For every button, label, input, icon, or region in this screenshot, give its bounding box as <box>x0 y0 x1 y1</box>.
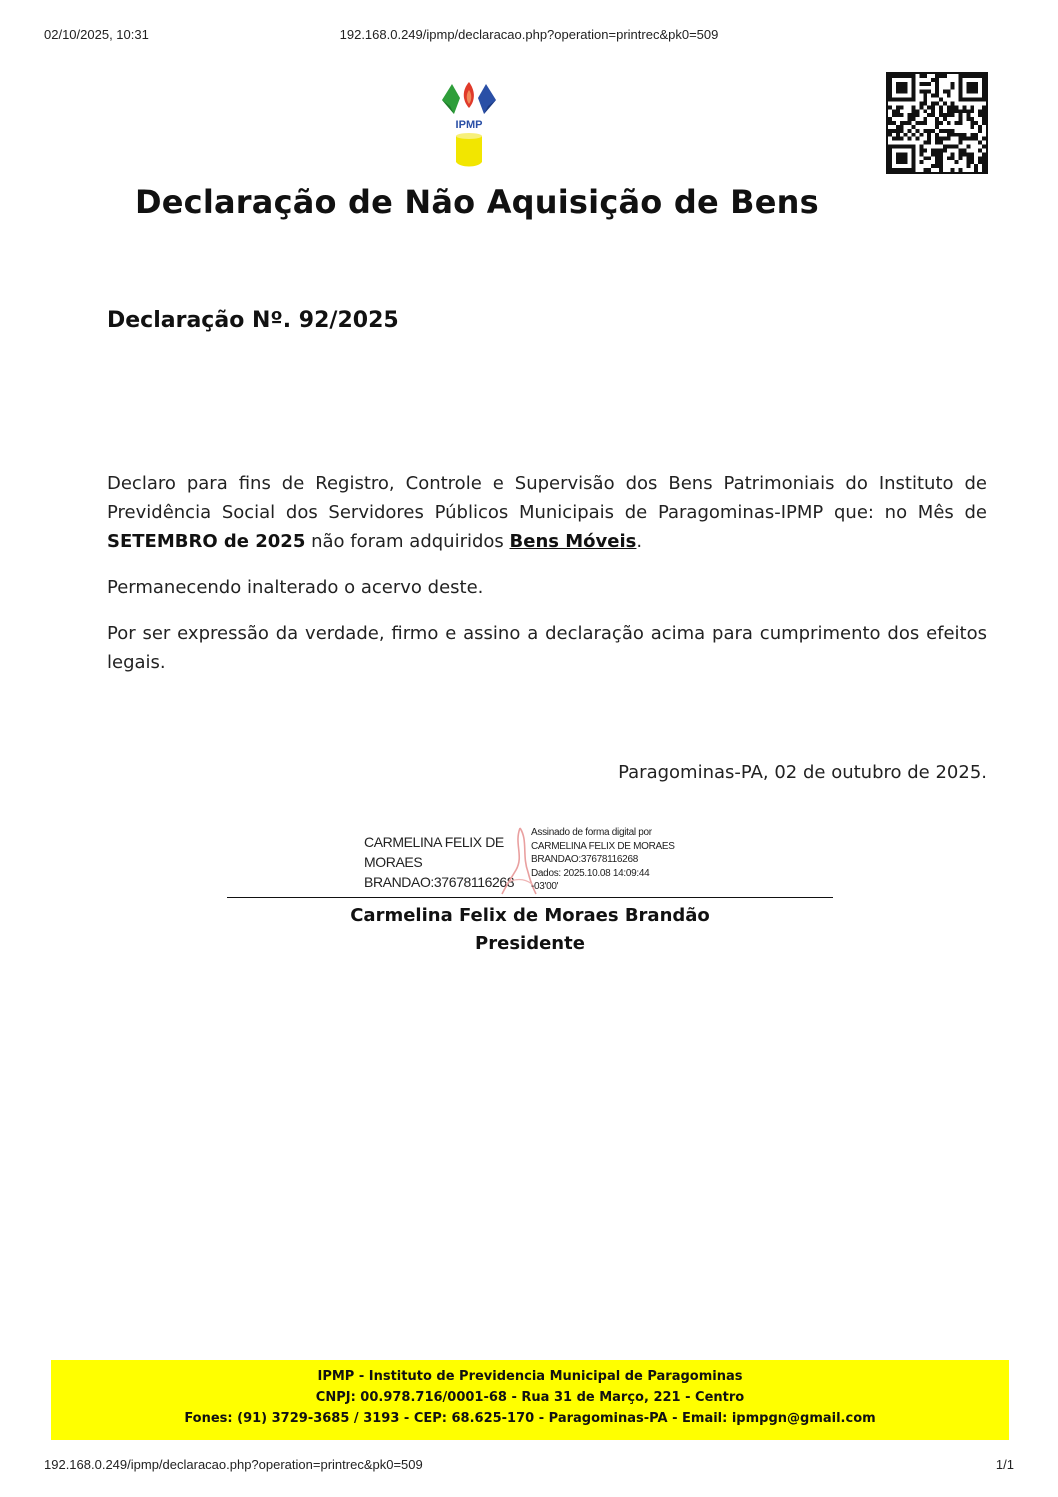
ipmp-logo <box>438 76 502 172</box>
signer-role: Presidente <box>475 933 585 954</box>
footer-line-2: CNPJ: 00.978.716/0001-68 - Rua 31 de Março, 221 - Centro <box>315 1390 745 1405</box>
institution-footer <box>51 1360 1009 1440</box>
signature-name: CARMELINA FELIX DE MORAES BRANDAO:37678116268 <box>364 834 515 890</box>
declaration-paragraph-1: Declaro para fins de Registro, Controle e Supervisão dos Bens Patrimoniais do Instituto de Previdência Social dos Servidores Públicos Municipais de Paragominas-IPMP que: no Mês de SETEMBRO de 2025 não foram adquiridos Bens Móveis. <box>107 473 987 552</box>
print-footer-url: 192.168.0.249/ipmp/declaracao.php?operation=printrec&pk0=509 <box>44 1457 423 1472</box>
qr-code <box>886 72 988 174</box>
browser-print-footer <box>0 1457 1058 1475</box>
logo-text: IPMP <box>455 119 483 131</box>
footer-line-3: Fones: (91) 3729-3685 / 3193 - CEP: 68.625-170 - Paragominas-PA - Email: ipmpgn@gmail.com <box>184 1411 876 1426</box>
print-url: 192.168.0.249/ipmp/declaracao.php?operation=printrec&pk0=509 <box>339 27 719 42</box>
digital-signature-stamp <box>364 826 694 892</box>
document-title: Declaração de Não Aquisição de Bens <box>135 183 819 221</box>
declaration-paragraph-2: Permanecendo inalterado o acervo deste. <box>107 577 484 598</box>
declaration-month: SETEMBRO de 2025 <box>107 531 306 552</box>
declaration-body <box>107 469 987 694</box>
print-datetime: 02/10/2025, 10:31 <box>44 27 149 42</box>
footer-line-1: IPMP - Instituto de Previdencia Municipal de Paragominas <box>317 1369 743 1384</box>
signature-line <box>227 897 833 898</box>
page-number: 1/1 <box>995 1457 1014 1472</box>
browser-print-header <box>0 27 1058 45</box>
place-date: Paragominas-PA, 02 de outubro de 2025. <box>618 762 987 783</box>
signature-info: Assinado de forma digital por CARMELINA FELIX DE MORAES BRANDAO:37678116268 Dados: 2025.10.08 14:09:44 -03'00' <box>531 827 675 892</box>
declaration-paragraph-3: Por ser expressão da verdade, firmo e assino a declaração acima para cumprimento dos efeitos legais. <box>107 623 987 673</box>
signer-name: Carmelina Felix de Moraes Brandão <box>350 905 710 926</box>
declaration-item: Bens Móveis <box>509 531 637 552</box>
declaration-number: Declaração Nº. 92/2025 <box>107 308 399 333</box>
